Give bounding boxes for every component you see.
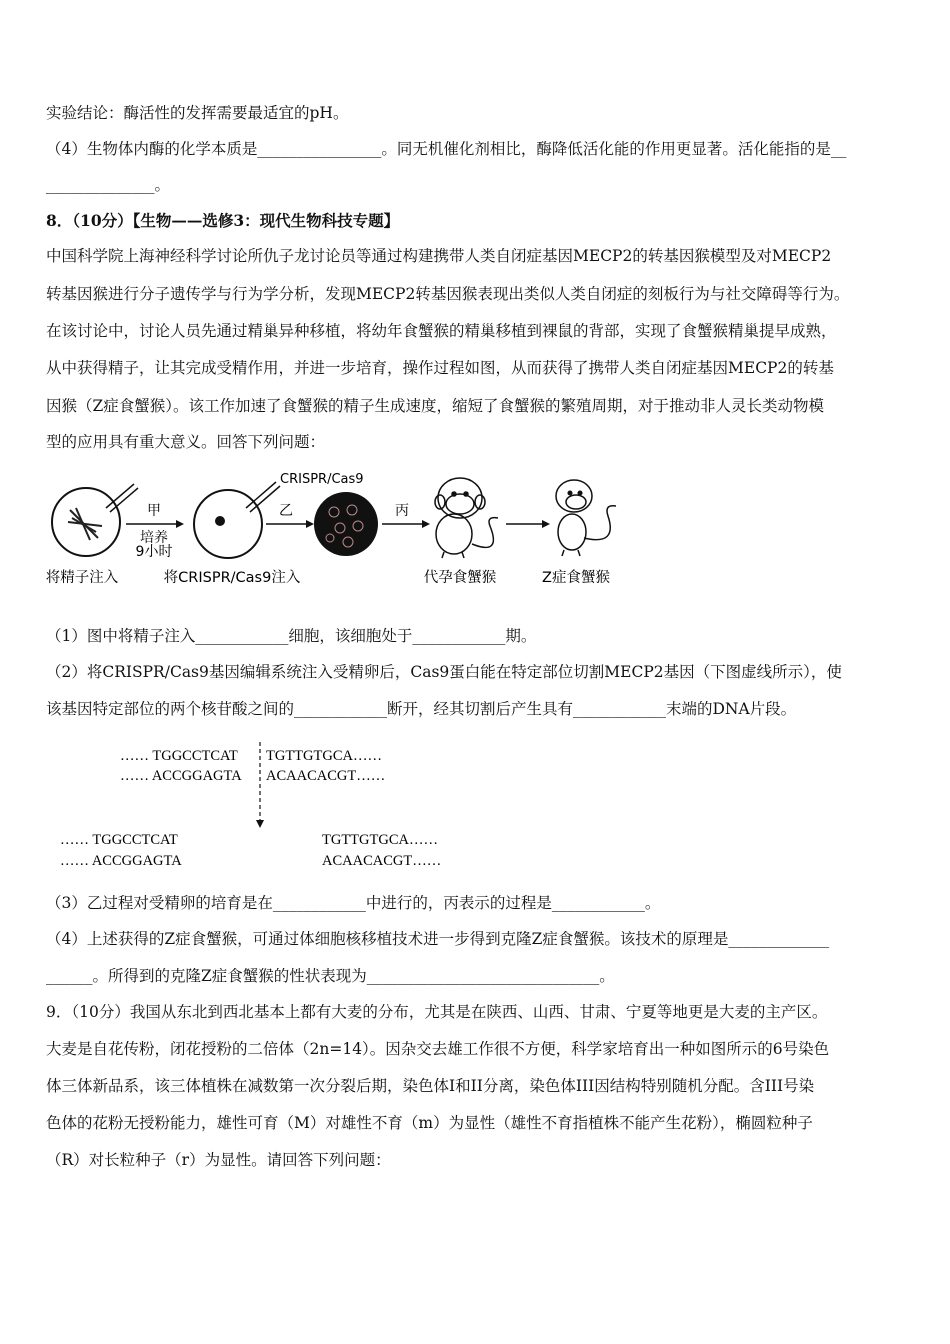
q7-4-line: （4）生物体内酶的化学本质是________________。同无机催化剂相比，酶降低活化能的作用更显著。活化能指的是__ [46, 140, 847, 158]
q8-heading: 8．（10分）【生物——选修3：现代生物科技专题】 [46, 211, 400, 230]
q8-1-line: （1）图中将精子注入____________细胞，该细胞处于____________期。 [46, 627, 537, 645]
q8-2-line-cont: 该基因特定部位的两个核苷酸之间的____________断开，经其切割后产生具有____________末端的DNA片段。 [46, 700, 797, 718]
monkey-process-figure [42, 466, 642, 591]
dna-top-right-2: ACAACACGT…… [266, 768, 386, 784]
conclusion-line: 实验结论：酶活性的发挥需要最适宜的pH。 [46, 104, 349, 122]
dna-bottom-right-1: TGTTGTGCA…… [322, 832, 438, 848]
label-jia: 甲 [147, 503, 161, 519]
arrowhead-icon [176, 520, 184, 528]
label-bing: 丙 [395, 503, 409, 519]
q8-2-line: （2）将CRISPR/Cas9基因编辑系统注入受精卵后，Cas9蛋白能在特定部位切割MECP2基因（下图虚线所示），使 [46, 663, 842, 681]
q8-paragraph-line: 在该讨论中，讨论人员先通过精巢异种移植，将幼年食蟹猴的精巢移植到裸鼠的背部，实现了食蟹猴精巢提早成熟， [46, 322, 837, 340]
dna-bottom-left-2: …… ACCGGAGTA [60, 853, 182, 869]
q8-paragraph-line: 中国科学院上海神经科学讨论所仇子龙讨论员等通过构建携带人类自闭症基因MECP2的转基因猴模型及对MECP2 [46, 247, 832, 265]
q8-4-line: （4）上述获得的Z症食蟹猴，可通过体细胞核移植技术进一步得到克隆Z症食蟹猴。该技术的原理是_____________ [46, 930, 830, 948]
egg-cell-2 [194, 490, 262, 558]
q8-paragraph-line: 从中获得精子，让其完成受精作用，并进一步培育，操作过程如图，从而获得了携带人类自闭症基因MECP2的转基 [46, 359, 834, 377]
dna-top-left-2: …… ACCGGAGTA [120, 768, 242, 784]
dna-bottom-right-2: ACAACACGT…… [322, 853, 442, 869]
egg-cell-1 [52, 488, 120, 556]
caption-z-monkey: Z症食蟹猴 [542, 570, 610, 586]
dna-top-right-1: TGTTGTGCA…… [266, 748, 382, 764]
z-monkey-icon [556, 480, 616, 556]
arrowhead-icon [422, 520, 430, 528]
caption-sperm: 将精子注入 [45, 570, 119, 586]
q8-3-line: （3）乙过程对受精卵的培育是在____________中进行的，丙表示的过程是____________。 [46, 894, 661, 912]
arrowhead-icon [306, 520, 314, 528]
label-culture: 培养 [140, 530, 168, 546]
q7-4-line-cont: ______________。 [46, 176, 171, 194]
label-hours: 9小时 [135, 544, 173, 560]
dna-bottom-left-1: …… TGGCCTCAT [60, 832, 178, 848]
q9-paragraph-line: 体三体新品系，该三体植株在减数第一次分裂后期，染色体I和II分离，染色体III因结构特别随机分配。含III号染 [46, 1077, 815, 1095]
arrowhead-icon [542, 520, 550, 528]
label-crispr: CRISPR/Cas9 [280, 472, 364, 487]
caption-crispr: 将CRISPR/Cas9注入 [163, 570, 301, 586]
q9-paragraph-line: 大麦是自花传粉，闭花授粉的二倍体（2n=14）。因杂交去雄工作很不方便，科学家培育出一种如图所示的6号染色 [46, 1040, 830, 1058]
dna-top-left-1: …… TGGCCTCAT [120, 748, 238, 764]
q9-heading-line: 9．（10分）我国从东北到西北基本上都有大麦的分布，尤其是在陕西、山西、甘肃、宁夏等地更是大麦的主产区。 [46, 1003, 828, 1021]
nucleus-icon [215, 516, 225, 526]
q9-paragraph-line: 色体的花粉无授粉能力，雄性可育（M）对雄性不育（m）为显性（雄性不育指植株不能产生花粉），椭圆粒种子 [46, 1114, 813, 1132]
q8-paragraph-line: 型的应用具有重大意义。回答下列问题： [46, 433, 326, 451]
q9-paragraph-line: （R）对长粒种子（r）为显性。请回答下列问题： [46, 1151, 391, 1169]
q8-paragraph-line: 因猴（Z症食蟹猴）。该工作加速了食蟹猴的精子生成速度，缩短了食蟹猴的繁殖周期，对于推动非人灵长类动物模 [46, 397, 825, 415]
spindle-icon [68, 508, 102, 540]
label-yi: 乙 [279, 503, 293, 519]
arrowhead-icon [256, 820, 264, 828]
surrogate-monkey-icon [435, 478, 498, 558]
q8-paragraph-line: 转基因猴进行分子遗传学与行为学分析，发现MECP2转基因猴表现出类似人类自闭症的刻板行为与社交障碍等行为。 [46, 285, 850, 303]
injection-needle-icon [246, 482, 280, 512]
dna-cut-figure [60, 740, 470, 870]
q8-4-line-cont: ______。所得到的克隆Z症食蟹猴的性状表现为______________________________。 [46, 967, 615, 985]
caption-surrogate: 代孕食蟹猴 [423, 570, 497, 586]
